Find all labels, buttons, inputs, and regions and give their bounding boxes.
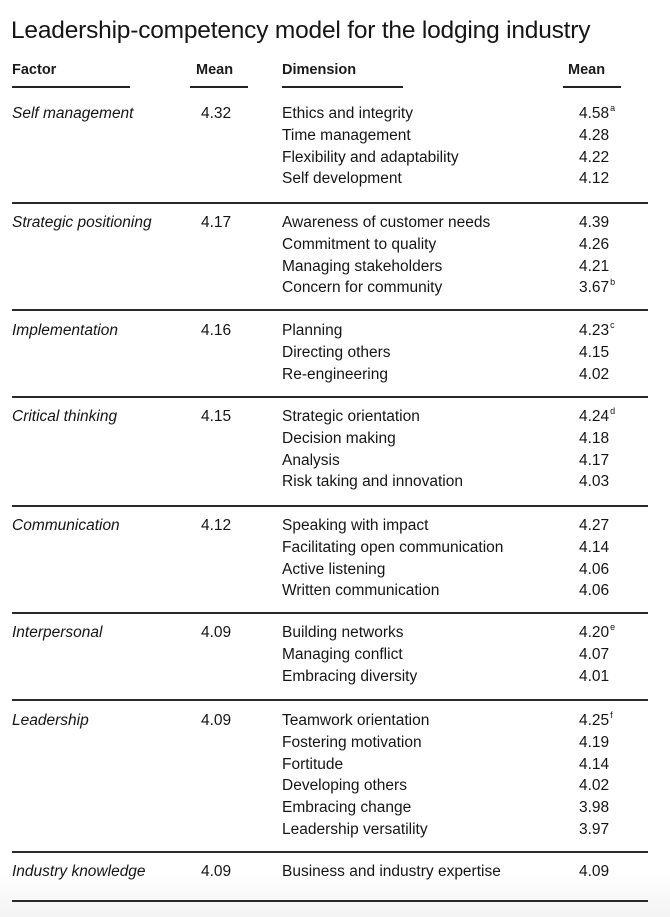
factor-mean: 4.32 (201, 105, 232, 122)
dimension-mean-cell (579, 452, 609, 470)
dimension-row (282, 258, 662, 280)
dimension-mean: 4.27 (579, 517, 610, 534)
dimension-mean: 4.22 (579, 148, 610, 166)
dimension-name: Risk taking and innovation (282, 473, 463, 491)
dimension-mean-cell (579, 322, 615, 340)
dimension-mean: 4.12 (579, 170, 610, 188)
dimension-name: Managing stakeholders (282, 257, 443, 275)
dimension-row (282, 105, 662, 127)
dimension-mean-cell (579, 624, 615, 642)
dimension-row (282, 863, 662, 885)
dimension-list (282, 517, 662, 604)
dimension-mean: 4.06 (579, 560, 610, 578)
dimension-name: Speaking with impact (282, 517, 429, 534)
dimension-row (282, 624, 662, 646)
dimension-name: Strategic orientation (282, 408, 420, 425)
dimension-mean: 4.02 (579, 777, 610, 795)
dimension-mean: 4.17 (579, 451, 610, 469)
dimension-mean: 4.09 (579, 863, 610, 880)
dimension-mean: 4.02 (579, 365, 610, 383)
dimension-name: Decision making (282, 429, 396, 447)
factor-mean: 4.15 (201, 408, 232, 425)
dimension-mean: 4.25 (579, 712, 610, 729)
dimension-mean-cell (579, 712, 613, 730)
dimension-mean-cell (579, 821, 609, 839)
dimension-mean-cell (579, 236, 609, 254)
dimension-mean-cell (579, 279, 615, 297)
factor-mean: 4.16 (201, 322, 232, 339)
dimension-row (282, 430, 662, 452)
dimension-row (282, 366, 662, 388)
dimension-name: Self development (282, 170, 402, 188)
dimension-mean: 4.01 (579, 667, 610, 685)
dimension-name: Managing conflict (282, 645, 403, 663)
dimension-mean-cell (579, 473, 609, 491)
header-factor: Factor (12, 62, 57, 78)
dimension-row (282, 473, 662, 495)
dimension-list (282, 105, 662, 192)
dimension-mean-cell (579, 561, 609, 579)
dimension-name: Planning (282, 322, 343, 339)
row-separator (12, 900, 648, 902)
dimension-mean-cell (579, 149, 609, 167)
dimension-row (282, 452, 662, 474)
factor-name: Leadership (12, 712, 89, 729)
dimension-mean: 4.58 (579, 105, 610, 122)
dimension-row (282, 322, 662, 344)
footnote-marker: b (610, 277, 616, 288)
dimension-name: Written communication (282, 582, 440, 600)
dimension-name: Awareness of customer needs (282, 214, 491, 231)
footnote-marker: d (610, 406, 616, 416)
dimension-list (282, 863, 662, 885)
dimension-row (282, 236, 662, 258)
header-factor-mean: Mean (196, 62, 234, 78)
dimension-mean-cell (579, 582, 609, 600)
dimension-mean: 4.19 (579, 733, 610, 751)
factor-name: Industry knowledge (12, 863, 146, 880)
table-title: Leadership-competency model for the lodging industry (11, 17, 591, 44)
row-separator (12, 202, 648, 204)
dimension-row (282, 517, 662, 539)
factor-mean: 4.09 (201, 712, 232, 729)
dimension-mean: 3.97 (579, 820, 610, 838)
dimension-name: Building networks (282, 624, 404, 641)
dimension-row (282, 821, 662, 843)
dimension-name: Business and industry expertise (282, 863, 501, 880)
dimension-name: Commitment to quality (282, 235, 437, 253)
dimension-row (282, 734, 662, 756)
dimension-mean-cell (579, 863, 609, 881)
dimension-mean-cell (579, 517, 609, 535)
dimension-mean: 4.26 (579, 235, 610, 253)
header-factor-mean-underline (190, 86, 248, 88)
dimension-mean: 4.07 (579, 645, 610, 663)
factor-name: Strategic positioning (12, 214, 152, 231)
dimension-name: Embracing change (282, 799, 412, 817)
dimension-row (282, 646, 662, 668)
factor-mean: 4.12 (201, 517, 232, 534)
dimension-mean: 4.14 (579, 755, 610, 773)
dimension-row (282, 127, 662, 149)
factor-name: Communication (12, 517, 120, 534)
dimension-mean-cell (579, 258, 609, 276)
footnote-marker: a (610, 103, 616, 113)
dimension-mean: 4.20 (579, 624, 610, 641)
dimension-row (282, 214, 662, 236)
dimension-row (282, 149, 662, 171)
row-separator (12, 396, 648, 398)
header-dimension-underline (282, 86, 403, 88)
header-factor-underline (12, 86, 130, 88)
dimension-row (282, 561, 662, 583)
dimension-mean-cell (579, 734, 609, 752)
footnote-marker: e (610, 622, 616, 632)
row-separator (12, 309, 648, 311)
dimension-name: Fortitude (282, 755, 344, 773)
dimension-mean: 4.15 (579, 343, 610, 361)
header-dimension-mean-underline (563, 86, 621, 88)
dimension-mean: 4.06 (579, 582, 610, 600)
dimension-name: Analysis (282, 451, 340, 469)
factor-mean: 4.09 (201, 863, 232, 880)
dimension-row (282, 344, 662, 366)
factor-mean: 4.09 (201, 624, 232, 641)
dimension-mean: 4.03 (579, 473, 610, 491)
dimension-mean: 4.24 (579, 408, 610, 425)
dimension-mean-cell (579, 539, 609, 557)
header-dimension-mean: Mean (568, 62, 606, 78)
dimension-name: Ethics and integrity (282, 105, 413, 122)
dimension-name: Embracing diversity (282, 667, 418, 685)
dimension-list (282, 712, 662, 843)
dimension-row (282, 777, 662, 799)
dimension-row (282, 539, 662, 561)
row-separator (12, 505, 648, 507)
dimension-name: Developing others (282, 777, 407, 795)
dimension-name: Flexibility and adaptability (282, 148, 459, 166)
dimension-mean-cell (579, 408, 615, 426)
dimension-name: Fostering motivation (282, 733, 422, 751)
dimension-name: Facilitating open communication (282, 538, 504, 556)
dimension-list (282, 322, 662, 387)
dimension-mean: 4.23 (579, 322, 610, 339)
dimension-name: Leadership versatility (282, 820, 428, 838)
dimension-row (282, 408, 662, 430)
factor-name: Implementation (12, 322, 118, 339)
dimension-mean: 3.98 (579, 799, 610, 817)
factor-mean: 4.17 (201, 214, 232, 231)
dimension-list (282, 624, 662, 689)
header-dimension: Dimension (282, 62, 357, 78)
footnote-marker: f (610, 710, 613, 720)
row-separator (12, 699, 648, 701)
dimension-mean-cell (579, 344, 609, 362)
dimension-mean: 4.39 (579, 214, 610, 231)
dimension-mean-cell (579, 127, 609, 145)
dimension-mean: 3.67 (579, 279, 610, 297)
dimension-name: Teamwork orientation (282, 712, 430, 729)
dimension-name: Directing others (282, 343, 391, 361)
dimension-name: Time management (282, 126, 411, 144)
footnote-marker: c (610, 320, 615, 330)
dimension-mean: 4.21 (579, 257, 610, 275)
dimension-name: Concern for community (282, 279, 443, 297)
dimension-row (282, 279, 662, 301)
dimension-mean-cell (579, 799, 609, 817)
factor-name: Interpersonal (12, 624, 103, 641)
row-separator (12, 612, 648, 614)
dimension-mean-cell (579, 170, 609, 188)
dimension-mean-cell (579, 366, 609, 384)
dimension-mean-cell (579, 777, 609, 795)
dimension-list (282, 214, 662, 301)
dimension-row (282, 170, 662, 192)
dimension-mean-cell (579, 430, 609, 448)
dimension-row (282, 799, 662, 821)
factor-name: Self management (12, 105, 134, 122)
dimension-row (282, 668, 662, 690)
dimension-row (282, 582, 662, 604)
dimension-mean-cell (579, 214, 609, 232)
factor-name: Critical thinking (12, 408, 118, 425)
dimension-mean: 4.18 (579, 429, 610, 447)
dimension-mean-cell (579, 105, 615, 123)
dimension-mean-cell (579, 646, 609, 664)
dimension-row (282, 756, 662, 778)
dimension-mean: 4.14 (579, 538, 610, 556)
dimension-list (282, 408, 662, 495)
dimension-name: Active listening (282, 560, 386, 578)
row-separator (12, 851, 648, 853)
dimension-mean-cell (579, 668, 609, 686)
dimension-name: Re-engineering (282, 365, 388, 383)
dimension-mean-cell (579, 756, 609, 774)
dimension-row (282, 712, 662, 734)
dimension-mean: 4.28 (579, 126, 610, 144)
